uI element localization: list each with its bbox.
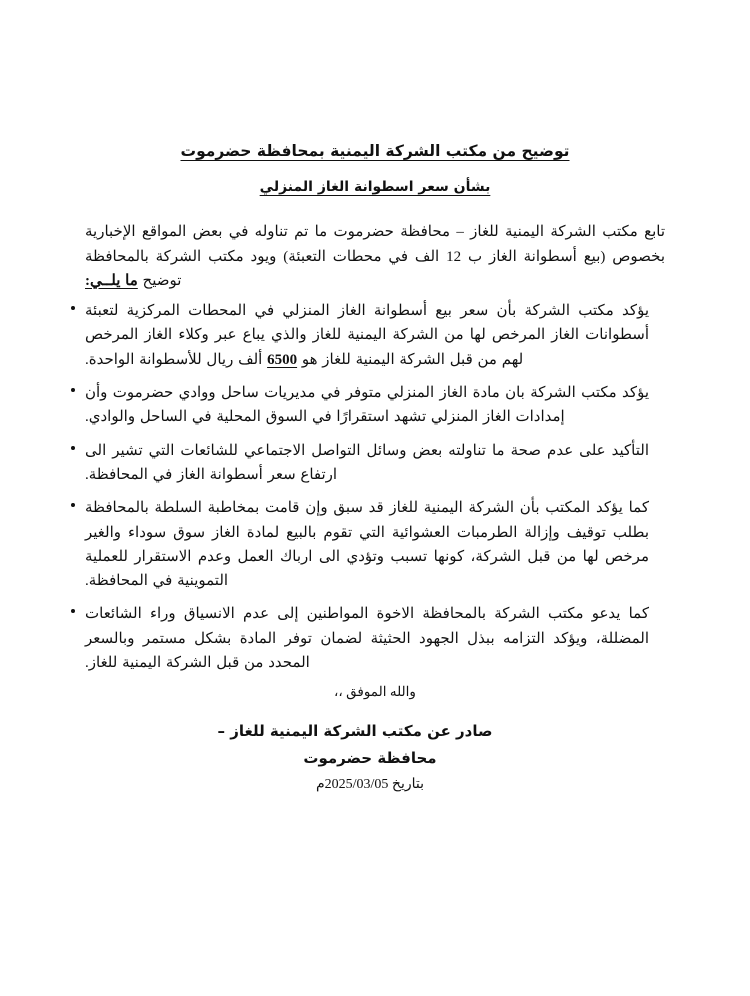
- bullet-icon: [71, 503, 75, 507]
- signature-issuer: صادر عن مكتب الشركة اليمنية للغاز –: [217, 722, 493, 741]
- bullet-icon: [71, 609, 75, 613]
- title-block: [85, 140, 665, 198]
- point-text: التأكيد على عدم صحة ما تناولته بعض وسائل التواصل الاجتماعي للشائعات التي تشير الى ارتفاع سعر أسطوانة الغاز في المحافظة.: [85, 442, 649, 483]
- bullet-icon: [71, 388, 75, 392]
- point-text-after: ألف ريال للأسطوانة الواحدة.: [85, 351, 268, 368]
- bullet-icon: [71, 446, 75, 450]
- list-item: [85, 602, 665, 675]
- list-item: [85, 439, 665, 488]
- list-item: [85, 496, 665, 593]
- points-list: [85, 299, 665, 675]
- bullet-icon: [71, 306, 75, 310]
- point-text: يؤكد مكتب الشركة بان مادة الغاز المنزلي متوفر في مديريات ساحل ووادي حضرموت وأن إمدادات الغاز المنزلي تشهد استقرارًا في السوق المحلية في الساحل والوادي.: [85, 385, 649, 426]
- document-body: [85, 140, 665, 797]
- signature-date: بتاريخ 2025/03/05م: [315, 777, 425, 793]
- intro-emphasis: ما يلــي:: [85, 272, 138, 289]
- signature-governorate: محافظة حضرموت: [303, 749, 437, 768]
- intro-text: تابع مكتب الشركة اليمنية للغاز – محافظة حضرموت ما تم تناوله في بعض المواقع الإخبارية بخصوص (بيع أسطوانة الغاز ب 12 الف في محطات التعبئة) ويود مكتب الشركة بالمحافظة توضيح: [85, 224, 666, 289]
- signature-block: [85, 718, 665, 797]
- closing-line: والله الموفق ،،: [334, 684, 416, 700]
- point-emphasis: 6500: [267, 351, 298, 368]
- list-item: [85, 381, 665, 430]
- document-subtitle: بشأن سعر اسطوانة الغاز المنزلي: [259, 179, 491, 196]
- intro-paragraph: [85, 220, 665, 293]
- point-text: يؤكد مكتب الشركة بأن سعر بيع أسطوانة الغاز المنزلي في المحطات المركزية لتعبئة أسطوانات الغاز المرخص لها من الشركة اليمنية للغاز والذي يباع عبر وكلاء الغاز المرخص لهم من قبل الشركة اليمنية للغاز هو: [85, 303, 649, 368]
- list-item: [85, 299, 665, 372]
- point-text: كما يؤكد المكتب بأن الشركة اليمنية للغاز قد سبق وإن قامت بمخاطبة السلطة بالمحافظة بطلب توقيف وإزالة الطرمبات العشوائية التي تقوم بالبيع لمادة الغاز سوق سوداء والغير مرخص لها من قبل الشركة، كونها تسبب وتؤدي الى ارباك العمل وعدم الاستقرار للعملية التموينية في المحافظة.: [85, 500, 649, 590]
- point-text: كما يدعو مكتب الشركة بالمحافظة الاخوة المواطنين إلى عدم الانسياق وراء الشائعات المضللة، ويؤكد التزامه ببذل الجهود الحثيثة لضمان توفر المادة بشكل مستمر وبالسعر المحدد من قبل الشركة اليمنية للغاز.: [85, 606, 649, 671]
- document-title: توضيح من مكتب الشركة اليمنية بمحافظة حضرموت: [180, 142, 570, 160]
